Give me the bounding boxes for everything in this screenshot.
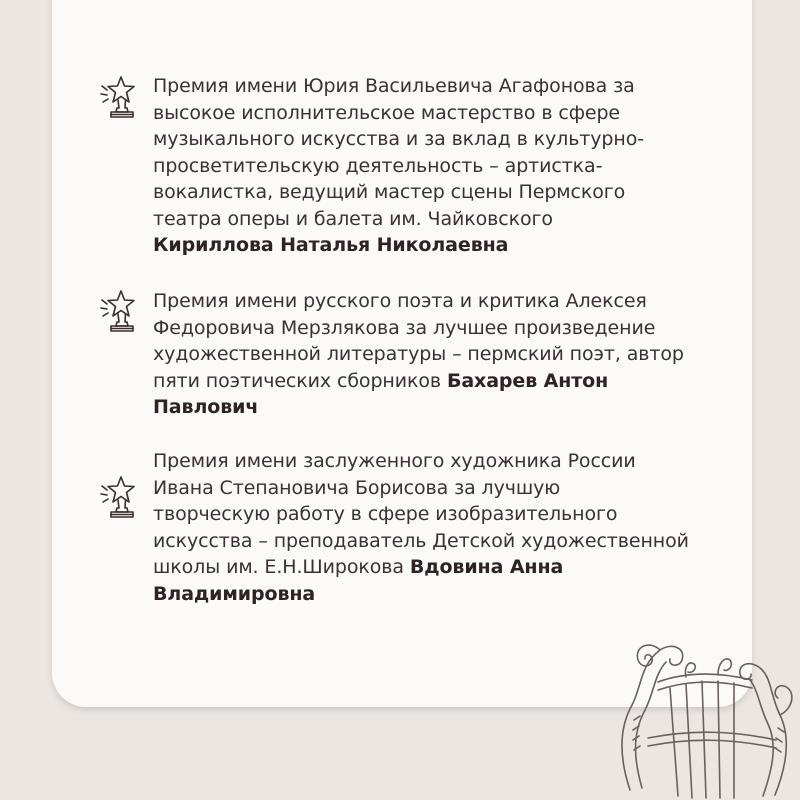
award-entry-agafonov	[153, 73, 753, 259]
lyre-icon	[600, 620, 800, 800]
award-text-line: Федоровича Мерзлякова за лучшее произведение	[153, 316, 656, 339]
award-text-line-with-name	[153, 554, 753, 581]
award-text-line: театра оперы и балета им. Чайковского	[153, 207, 553, 230]
laureate-name-continued: Павлович	[153, 396, 259, 418]
trophy-star-icon	[98, 474, 142, 522]
award-text-line: Премия имени заслуженного художника России	[153, 450, 636, 472]
award-text-line: музыкального искусства и за вклад в культурно-	[153, 128, 644, 150]
award-text-line: искусства – преподаватель Детской художественной	[153, 529, 689, 552]
award-text-line: творческую работу в сфере изобразительного	[153, 503, 618, 525]
award-text-line: Премия имени русского поэта и критика Алексея	[153, 290, 647, 312]
award-text-line: Ивана Степановича Борисова за лучшую	[153, 476, 561, 499]
award-text-lead: пяти поэтических сборников	[153, 369, 447, 392]
laureate-name: Бахарев Антон	[446, 369, 609, 392]
award-text-lead: школы им. Е.Н.Широкова	[153, 556, 410, 578]
award-text-line: Премия имени Юрия Васильевича Агафонова за	[153, 75, 635, 97]
trophy-star-icon	[98, 288, 142, 336]
laureate-name-continued: Владимировна	[153, 582, 316, 605]
laureate-name: Кириллова Наталья Николаевна	[153, 234, 509, 256]
award-text-line-with-name	[153, 368, 753, 395]
laureate-name: Вдовина Анна	[409, 556, 564, 578]
award-entry-merzlyakov	[153, 288, 753, 421]
award-text-line: вокалистка, ведущий мастер сцены Пермского	[153, 181, 626, 203]
trophy-star-icon	[98, 74, 142, 122]
award-text-line: просветительскую деятельность – артистка-	[153, 154, 603, 177]
award-entry-borisov	[153, 448, 753, 607]
award-text-line: художественной литературы – пермский поэт, автор	[153, 343, 684, 365]
award-text-line: высокое исполнительское мастерство в сфере	[153, 101, 621, 124]
